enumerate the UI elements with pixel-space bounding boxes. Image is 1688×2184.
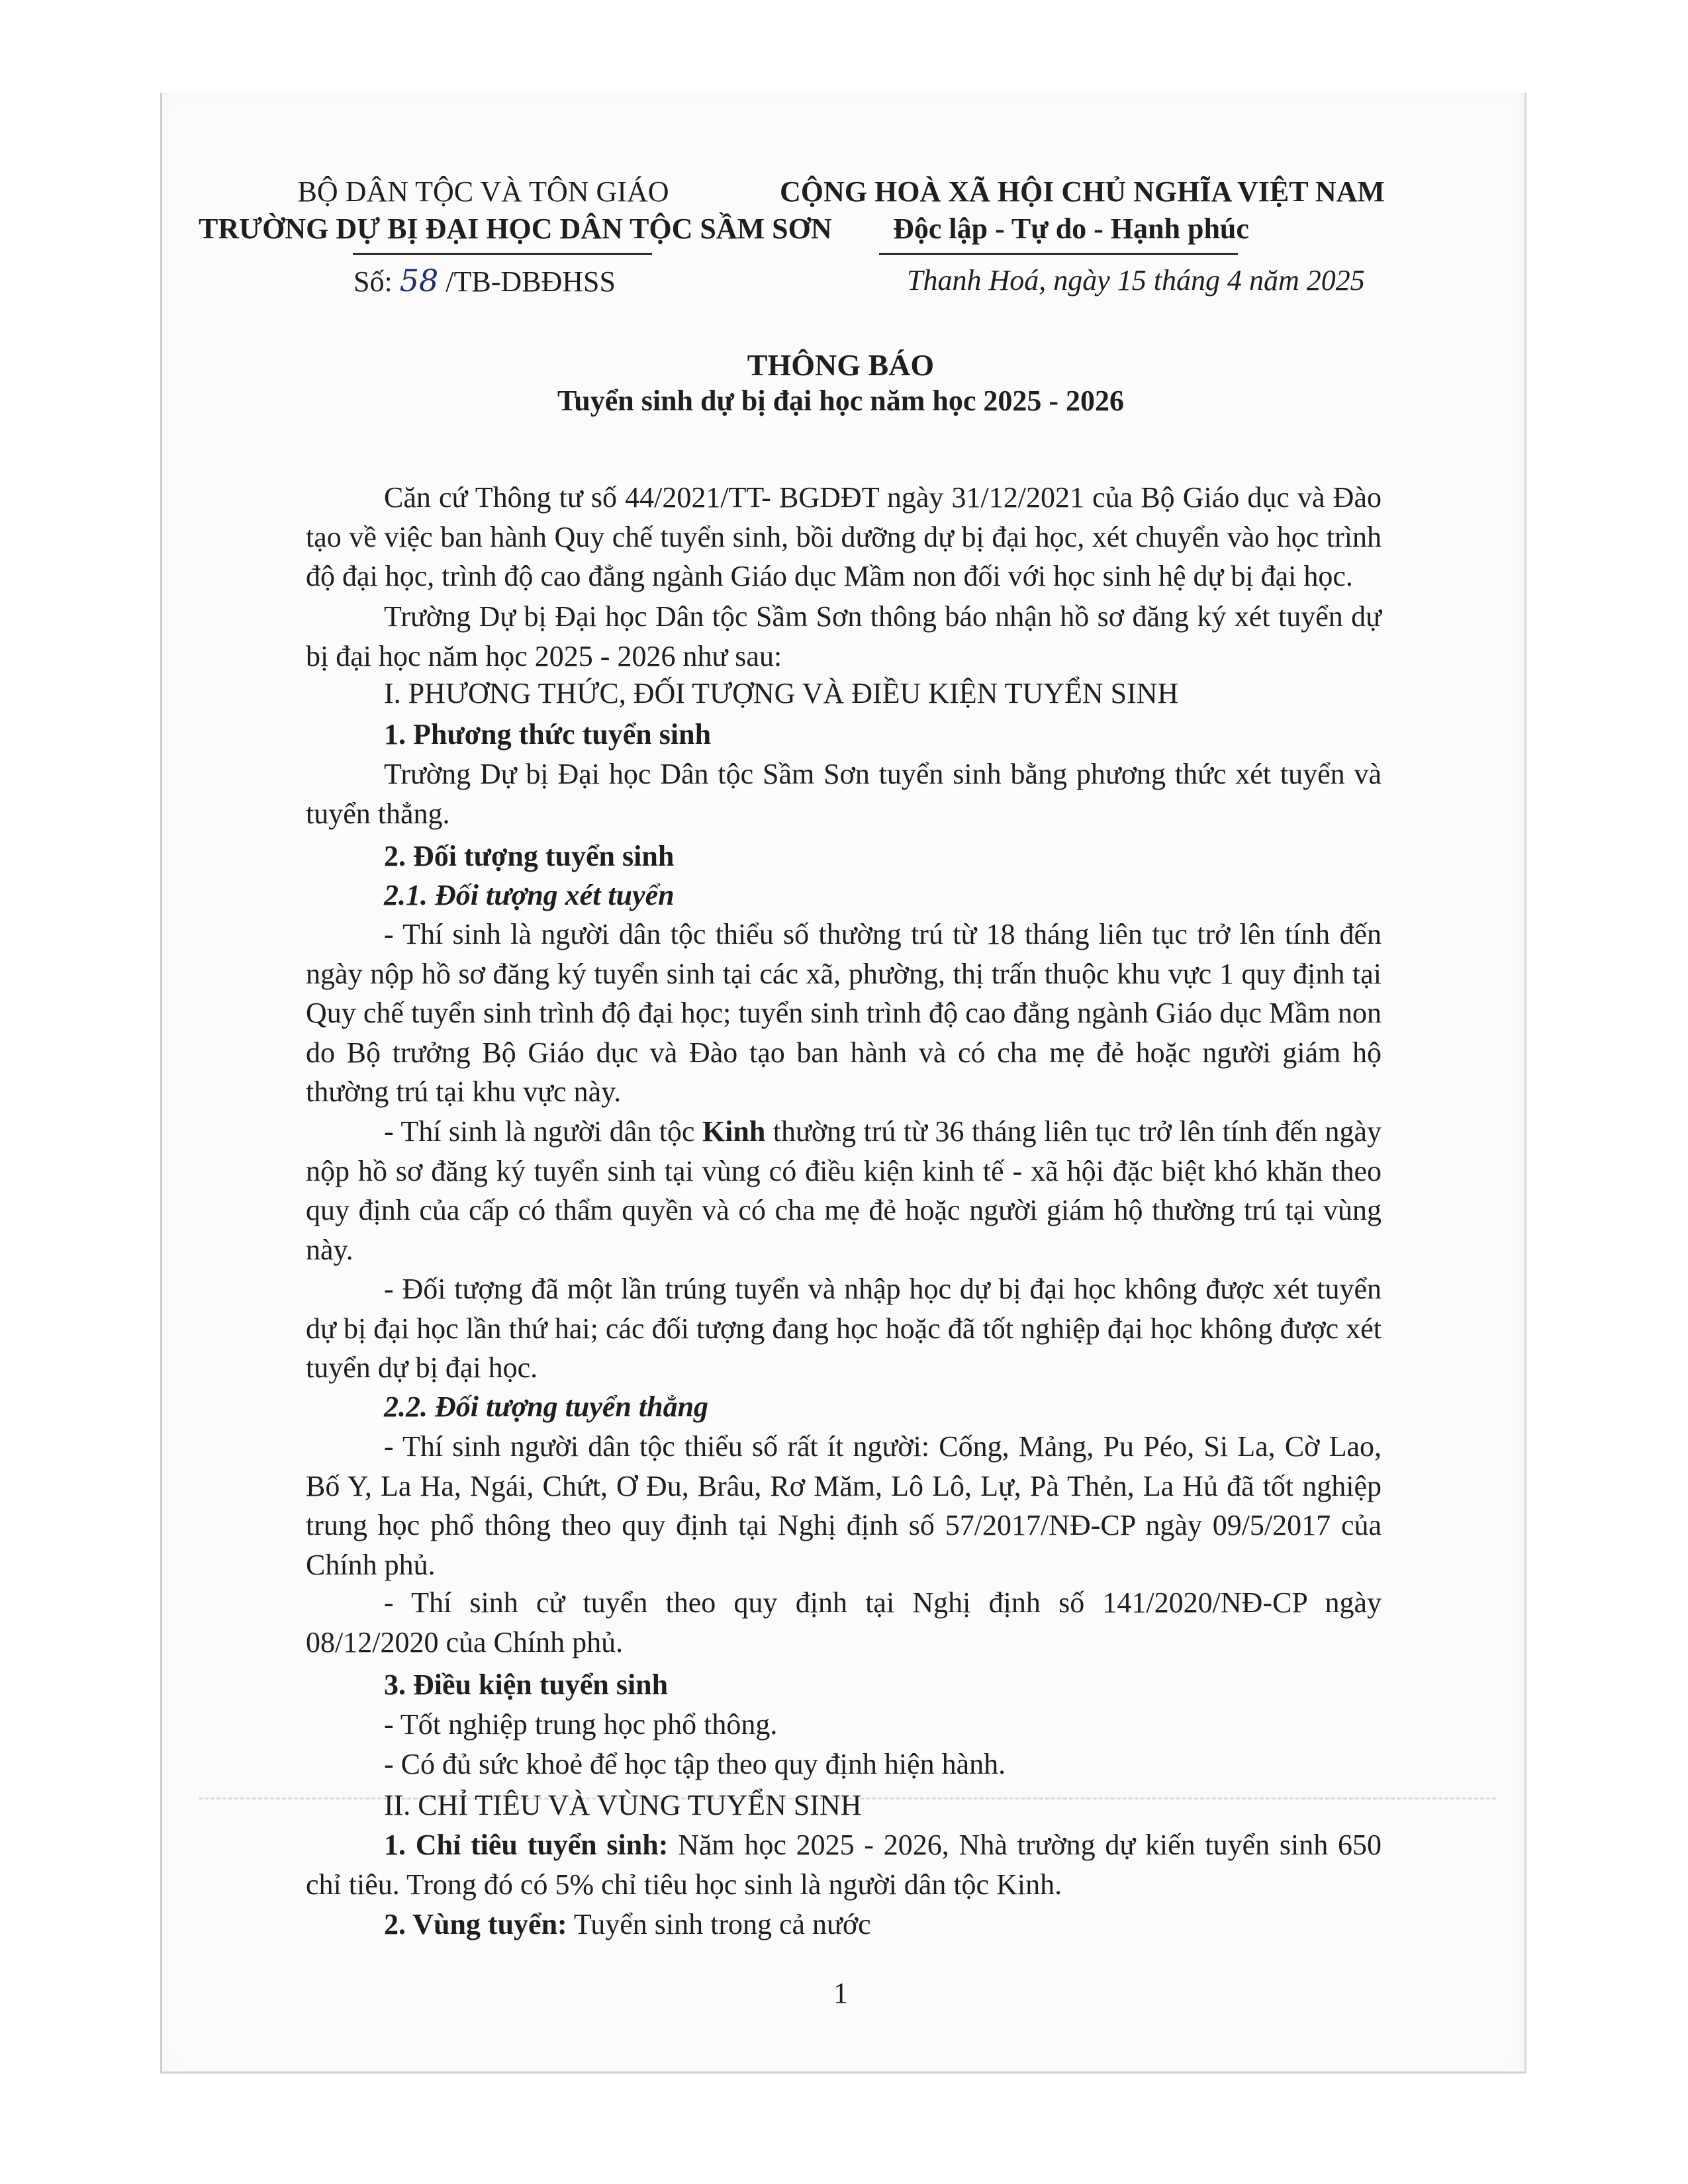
- section-2-1-heading: 2.1. Đối tượng xét tuyển: [384, 879, 675, 911]
- region-label: 2. Vùng tuyển:: [384, 1908, 567, 1940]
- document-title: THÔNG BÁO: [747, 348, 935, 382]
- intro-paragraph-2: Trường Dự bị Đại học Dân tộc Sầm Sơn thông báo nhận hồ sơ đăng ký xét tuyển dự bị đại học năm học 2025 - 2026 như sau:: [306, 600, 1382, 672]
- document-subtitle: Tuyển sinh dự bị đại học năm học 2025 - 2026: [557, 385, 1125, 417]
- ministry-name: BỘ DÂN TỘC VÀ TÔN GIÁO: [297, 175, 669, 208]
- section-2-1-item-2: - Thí sinh là người dân tộc Kinh thường trú từ 36 tháng liên tục trở lên tính đến ngày nộp hồ sơ đăng ký tuyển sinh tại vùng có điều kiện kinh tế - xã hội đặc biệt khó khăn theo quy định của cấp có thẩm quyền và có cha mẹ đẻ hoặc người giám hộ thường trú tại vùng này.: [306, 1115, 1382, 1266]
- handwritten-number: 58: [399, 263, 439, 298]
- motto-underline: [879, 253, 1238, 255]
- section-2-heading: II. CHỈ TIÊU VÀ VÙNG TUYỂN SINH: [384, 1789, 862, 1821]
- section-1-heading: I. PHƯƠNG THỨC, ĐỐI TƯỢNG VÀ ĐIỀU KIỆN TUYỂN SINH: [384, 677, 1179, 709]
- section-1-2-heading: 2. Đối tượng tuyển sinh: [384, 840, 675, 872]
- section-1-3-heading: 3. Điều kiện tuyển sinh: [384, 1668, 669, 1701]
- kinh-emphasis: Kinh: [702, 1115, 766, 1148]
- place-date: Thanh Hoá, ngày 15 tháng 4 năm 2025: [907, 264, 1365, 296]
- section-2-1-paragraph: 1. Chỉ tiêu tuyển sinh: Năm học 2025 - 2026, Nhà trường dự kiến tuyển sinh 650 chỉ tiêu. Trong đó có 5% chỉ tiêu học sinh là người dân tộc Kinh.: [306, 1829, 1382, 1901]
- section-2-2-paragraph: 2. Vùng tuyển: Tuyển sinh trong cả nước: [384, 1908, 871, 1940]
- section-1-3-item-1: - Tốt nghiệp trung học phổ thông.: [384, 1708, 778, 1741]
- section-2-2-heading: 2.2. Đối tượng tuyển thẳng: [384, 1390, 709, 1423]
- quota-label: 1. Chỉ tiêu tuyển sinh:: [384, 1829, 669, 1861]
- section-2-1-item-1: - Thí sinh là người dân tộc thiểu số thường trú từ 18 tháng liên tục trở lên tính đến ngày nộp hồ sơ đăng ký tuyển sinh tại các xã, phường, thị trấn thuộc khu vực 1 quy định tại Quy chế tuyển sinh trình độ đại học; tuyển sinh trình độ cao đẳng ngành Giáo dục Mầm non do Bộ trưởng Bộ Giáo dục và Đào tạo ban hành và có cha mẹ đẻ hoặc người giám hộ thường trú tại khu vực này.: [306, 918, 1382, 1108]
- section-2-2-item-1: - Thí sinh người dân tộc thiểu số rất ít người: Cống, Mảng, Pu Péo, Si La, Cờ Lao, Bố Y, La Ha, Ngái, Chứt, Ơ Đu, Brâu, Rơ Măm, Lô Lô, Lự, Pà Thẻn, La Hủ đã tốt nghiệp trung học phổ thông theo quy định tại Nghị định số 57/2017/NĐ-CP ngày 09/5/2017 của Chính phủ.: [306, 1430, 1382, 1581]
- section-1-3-item-2: - Có đủ sức khoẻ để học tập theo quy định hiện hành.: [384, 1748, 1006, 1780]
- intro-paragraph-1: Căn cứ Thông tư số 44/2021/TT- BGDĐT ngày 31/12/2021 của Bộ Giáo dục và Đào tạo về việc ban hành Quy chế tuyển sinh, bồi dưỡng dự bị đại học, xét chuyển vào học trình độ đại học, trình độ cao đẳng ngành Giáo dục Mầm non đối với học sinh hệ dự bị đại học.: [306, 481, 1382, 592]
- school-name: TRƯỜNG DỰ BỊ ĐẠI HỌC DÂN TỘC SẦM SƠN: [199, 212, 832, 245]
- nation-title: CỘNG HOÀ XÃ HỘI CHỦ NGHĨA VIỆT NAM: [780, 175, 1385, 208]
- national-motto: Độc lập - Tự do - Hạnh phúc: [893, 212, 1249, 245]
- document-number: Số: 58 /TB-DBĐHSS: [353, 263, 616, 298]
- section-1-1-text: Trường Dự bị Đại học Dân tộc Sầm Sơn tuyển sinh bằng phương thức xét tuyển và tuyển thẳng.: [306, 758, 1382, 830]
- school-underline: [353, 253, 652, 255]
- page-number: 1: [833, 1977, 848, 2009]
- section-2-1-item-3: - Đối tượng đã một lần trúng tuyển và nhập học dự bị đại học không được xét tuyển dự bị đại học lần thứ hai; các đối tượng đang học hoặc đã tốt nghiệp đại học không được xét tuyển dự bị đại học.: [306, 1273, 1382, 1384]
- section-2-2-item-2: - Thí sinh cử tuyển theo quy định tại Nghị định số 141/2020/NĐ-CP ngày 08/12/2020 của Chính phủ.: [306, 1586, 1382, 1659]
- section-1-1-heading: 1. Phương thức tuyển sinh: [384, 718, 712, 751]
